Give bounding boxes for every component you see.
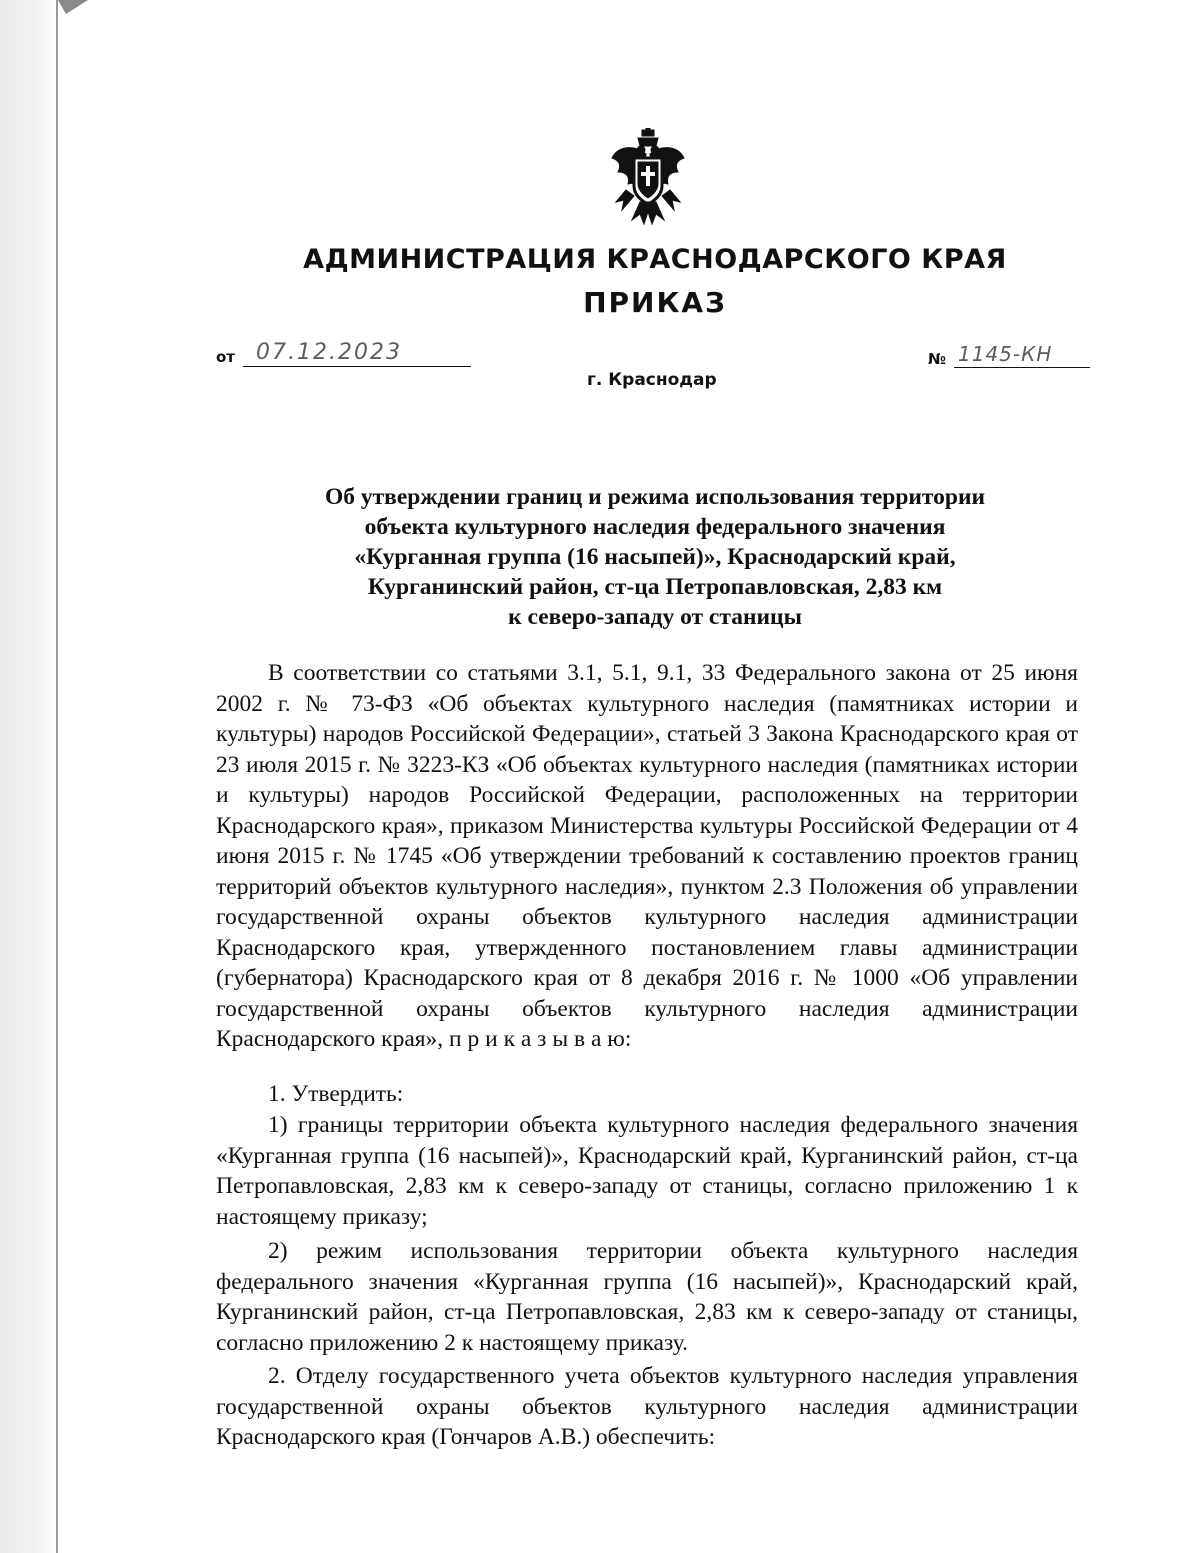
subject-line: «Курганная группа (16 насыпей)», Краснодарский край, — [354, 544, 956, 570]
subject-line: Курганинский район, ст-ца Петропавловская, 2,83 км — [367, 574, 943, 600]
document-subject — [150, 482, 1160, 632]
scan-page-shadow — [0, 0, 58, 1553]
number-label: № — [928, 350, 947, 368]
date-value: 07.12.2023 — [256, 340, 402, 365]
item-1-paragraph: 1. Утвердить: — [268, 1081, 404, 1107]
number-underline — [954, 367, 1090, 368]
coat-of-arms-icon — [608, 128, 688, 226]
scan-corner-mark — [58, 0, 88, 18]
item-1-1-paragraph: 1) границы территории объекта культурного наследия федерального значения «Курганная группа (16 насыпей)», Краснодарский край, Курганинский район, ст-ца Петропавловская, 2,83 км к северо-западу от станицы, согласно приложению 1 к настоящему приказу; — [216, 1112, 1078, 1230]
date-label: от — [216, 348, 235, 366]
item-2-paragraph: 2. Отделу государственного учета объектов культурного наследия управления государственной охраны объектов культурного наследия администрации Краснодарского края (Гончаров А.В.) обеспечить: — [216, 1363, 1078, 1450]
item-1-2-paragraph: 2) режим использования территории объекта культурного наследия федерального значения «Курганная группа (16 насыпей)», Краснодарский край, Курганинский район, ст-ца Петропавловская, 2,83 км к северо-западу от станицы, согласно приложению 2 к настоящему приказу. — [216, 1238, 1078, 1356]
scan-page-edge — [56, 0, 58, 1553]
subject-line: Об утверждении границ и режима использования территории — [324, 484, 986, 510]
city-label: г. Краснодар — [587, 370, 717, 390]
subject-line: к северо-западу от станицы — [508, 604, 802, 630]
date-underline — [243, 366, 471, 367]
document-type-title: ПРИКАЗ — [583, 286, 727, 319]
preamble-paragraph: В соответствии со статьями 3.1, 5.1, 9.1, 33 Федерального закона от 25 июня 2002 г. № 73-ФЗ «Об объектах культурного наследия (памятниках истории и культуры) народов Российской Федерации», статьей 3 Закона Краснодарского края от 23 июля 2015 г. № 3223-КЗ «Об объектах культурного наследия (памятниках истории и культуры) народов Российской Федерации, расположенных на территории Краснодарского края», приказом Министерства культуры Российской Федерации от 4 июня 2015 г. № 1745 «Об утверждении требований к составлению проектов границ территорий объектов культурного наследия», пунктом 2.3 Положения об управлении государственной охраны объектов культурного наследия администрации Краснодарского края, утвержденного постановлением главы администрации (губернатора) Краснодарского края от 8 декабря 2016 г. № 1000 «Об управлении государственной охраны объектов культурного наследия администрации Краснодарского края», п р и к а з ы в а ю: — [216, 660, 1078, 1052]
organization-title: АДМИНИСТРАЦИЯ КРАСНОДАРСКОГО КРАЯ — [303, 244, 1007, 275]
number-value: 1145-КН — [958, 342, 1053, 366]
subject-line: объекта культурного наследия федерального значения — [364, 514, 946, 540]
